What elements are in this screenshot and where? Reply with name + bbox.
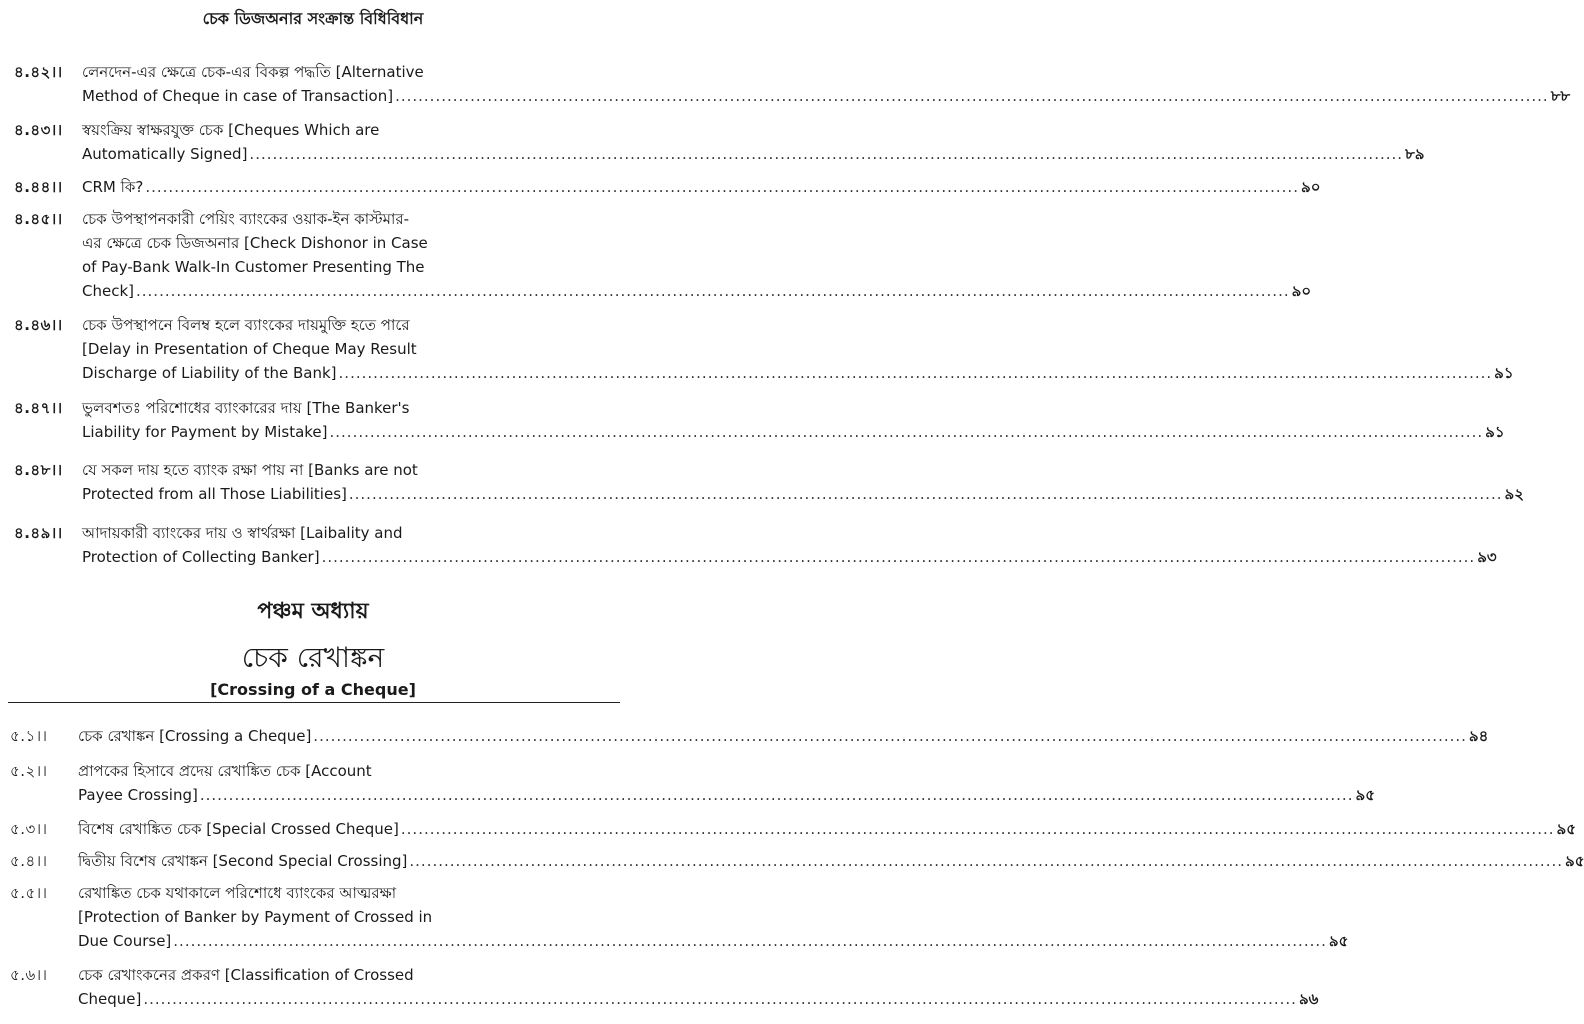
toc-page-number: ৯৬: [1298, 990, 1319, 1008]
toc-entry-number: ৪.৪২।।: [14, 63, 63, 81]
toc-entry-last-line: [82, 361, 1514, 385]
toc-entry-title-line: Cheque]: [78, 990, 142, 1008]
toc-entry-title-line: স্বয়ংক্রিয় স্বাক্ষরযুক্ত চেক [Cheques Which are: [82, 121, 380, 139]
toc-entry-title-line: Liability for Payment by Mistake]: [82, 423, 328, 441]
dot-leader: ........................................................................................................................................................................................................: [249, 145, 1404, 163]
toc-entry-title-line: CRM কি?: [82, 178, 144, 196]
chapter-subtitle: [Crossing of a Cheque]: [210, 680, 416, 699]
page-header: চেক ডিজঅনার সংক্রান্ত বিধিবিধান: [202, 9, 424, 28]
dot-leader: ........................................................................................................................................................................................................: [199, 786, 1354, 804]
toc-entry-title: [78, 817, 1576, 841]
toc-entry-last-line: [78, 929, 1349, 953]
toc-entry-title-line: আদায়কারী ব্যাংকের দায় ও স্বার্থরক্ষা [Laibality and: [82, 524, 403, 542]
toc-entry-number: ৪.৪৪।।: [14, 178, 63, 196]
toc-entry-title-line: এর ক্ষেত্রে চেক ডিজঅনার [Check Dishonor in Case: [82, 234, 428, 252]
toc-entry-title: [82, 458, 1524, 506]
dot-leader: ........................................................................................................................................................................................................: [395, 87, 1549, 105]
toc-entry-title: [82, 521, 1497, 569]
toc-entry-number: ৫.২।।: [10, 762, 48, 780]
toc-entry-title-line: চেক রেখাঙ্কন [Crossing a Cheque]: [78, 727, 312, 745]
toc-entry-title: [82, 313, 1514, 385]
toc-entry-number: ৪.৪৮।।: [14, 461, 63, 479]
toc-entry-title-line: বিশেষ রেখাঙ্কিত চেক [Special Crossed Cheque]: [78, 820, 399, 838]
toc-page-number: ৯৪: [1468, 727, 1489, 745]
toc-entry-title-line: চেক উপস্থাপনে বিলম্ব হলে ব্যাংকের দায়মুক্তি হতে পারে: [82, 316, 410, 334]
chapter-label: পঞ্চম অধ্যায়: [257, 599, 369, 624]
toc-page-number: ৯১: [1485, 423, 1505, 441]
dot-leader: ........................................................................................................................................................................................................: [400, 820, 1555, 838]
toc-entry-title-line: of Pay-Bank Walk-In Customer Presenting The: [82, 258, 425, 276]
dot-leader: ........................................................................................................................................................................................................: [143, 990, 1297, 1008]
toc-entry-title-line: Discharge of Liability of the Bank]: [82, 364, 337, 382]
toc-page-number: ৯২: [1504, 485, 1524, 503]
toc-page-number: ৯৫: [1556, 820, 1576, 838]
toc-entry-title-line: প্রাপকের হিসাবে প্রদেয় রেখাঙ্কিত চেক [Account: [78, 762, 372, 780]
toc-entry-title: [82, 118, 1425, 166]
toc-entry-last-line: [82, 482, 1524, 506]
toc-entry-last-line: [82, 142, 1425, 166]
toc-entry-last-line: [82, 84, 1571, 108]
toc-entry-number: ৫.৪।।: [10, 852, 48, 870]
toc-entry-last-line: [78, 849, 1584, 873]
toc-entry-title-line: ভুলবশতঃ পরিশোধের ব্যাংকারের দায় [The Banker's: [82, 399, 410, 417]
toc-entry-title: [78, 881, 1349, 953]
toc-page-number: ৮৯: [1405, 145, 1425, 163]
toc-entry-last-line: [78, 783, 1375, 807]
toc-entry-last-line: [82, 545, 1497, 569]
toc-entry-title-line: Check]: [82, 282, 134, 300]
toc-entry-last-line: [82, 279, 1312, 303]
toc-entry-number: ৫.৫।।: [10, 884, 48, 902]
toc-entry-number: ৪.৪৫।।: [14, 210, 63, 228]
toc-entry-title: [78, 724, 1489, 748]
toc-entry-number: ৪.৪৩।।: [14, 121, 63, 139]
toc-entry-title-line: [Delay in Presentation of Cheque May Result: [82, 340, 417, 358]
dot-leader: ........................................................................................................................................................................................................: [348, 485, 1503, 503]
toc-entry-title-line: Protected from all Those Liabilities]: [82, 485, 347, 503]
toc-entry-title-line: রেখাঙ্কিত চেক যথাকালে পরিশোধে ব্যাংকের আত্মরক্ষা: [78, 884, 397, 902]
toc-entry-title-line: লেনদেন-এর ক্ষেত্রে চেক-এর বিকল্প পদ্ধতি [Alternative: [82, 63, 424, 81]
toc-entry-title-line: Payee Crossing]: [78, 786, 198, 804]
toc-entry-title-line: যে সকল দায় হতে ব্যাংক রক্ষা পায় না [Banks are not: [82, 461, 418, 479]
toc-page-number: ৯৫: [1355, 786, 1375, 804]
toc-entry-last-line: [78, 724, 1489, 748]
toc-entry-title: [78, 963, 1319, 1011]
toc-entry-title: [82, 207, 1312, 303]
dot-leader: ........................................................................................................................................................................................................: [329, 423, 1484, 441]
toc-entry-last-line: [82, 175, 1321, 199]
toc-page-number: ৯৩: [1477, 548, 1497, 566]
toc-entry-title-line: চেক উপস্থাপনকারী পেয়িং ব্যাংকের ওয়াক-ইন কাস্টমার-: [82, 210, 409, 228]
toc-entry-title: [78, 759, 1375, 807]
toc-entry-title-line: [Protection of Banker by Payment of Crossed in: [78, 908, 433, 926]
toc-page-number: ৯০: [1300, 178, 1321, 196]
toc-entry-title: [82, 175, 1321, 199]
toc-page-number: ৯৫: [1565, 852, 1584, 870]
chapter-title: চেক রেখাঙ্কন: [241, 641, 385, 674]
toc-entry-title-line: Automatically Signed]: [82, 145, 248, 163]
dot-leader: ........................................................................................................................................................................................................: [409, 852, 1564, 870]
toc-entry-title-line: Method of Cheque in case of Transaction]: [82, 87, 394, 105]
dot-leader: ........................................................................................................................................................................................................: [313, 727, 1467, 745]
toc-entry-title: [82, 396, 1505, 444]
toc-entry-last-line: [82, 420, 1505, 444]
toc-entry-title-line: Due Course]: [78, 932, 172, 950]
dot-leader: ........................................................................................................................................................................................................: [321, 548, 1476, 566]
toc-entry-title: [82, 60, 1571, 108]
dot-leader: ........................................................................................................................................................................................................: [145, 178, 1299, 196]
toc-page-number: ৮৮: [1550, 87, 1571, 105]
toc-entry-number: ৫.৬।।: [10, 966, 48, 984]
toc-page-number: ৯০: [1291, 282, 1312, 300]
toc-page-number: ৯৫: [1328, 932, 1349, 950]
toc-page-number: ৯১: [1494, 364, 1514, 382]
toc-entry-number: ৪.৪৬।।: [14, 316, 63, 334]
toc-entry-number: ৪.৪৭।।: [14, 399, 63, 417]
toc-entry-number: ৪.৪৯।।: [14, 524, 63, 542]
toc-entry-last-line: [78, 817, 1576, 841]
toc-entry-title-line: দ্বিতীয় বিশেষ রেখাঙ্কন [Second Special Crossing]: [78, 852, 408, 870]
toc-entry-title-line: চেক রেখাংকনের প্রকরণ [Classification of Crossed: [78, 966, 414, 984]
toc-entry-title-line: Protection of Collecting Banker]: [82, 548, 320, 566]
toc-entry-number: ৫.৩।।: [10, 820, 48, 838]
dot-leader: ........................................................................................................................................................................................................: [136, 282, 1290, 300]
toc-entry-last-line: [78, 987, 1319, 1011]
divider-rule: [8, 702, 620, 703]
dot-leader: ........................................................................................................................................................................................................: [173, 932, 1327, 950]
toc-entry-number: ৫.১।।: [10, 727, 48, 745]
dot-leader: ........................................................................................................................................................................................................: [338, 364, 1493, 382]
toc-entry-title: [78, 849, 1584, 873]
